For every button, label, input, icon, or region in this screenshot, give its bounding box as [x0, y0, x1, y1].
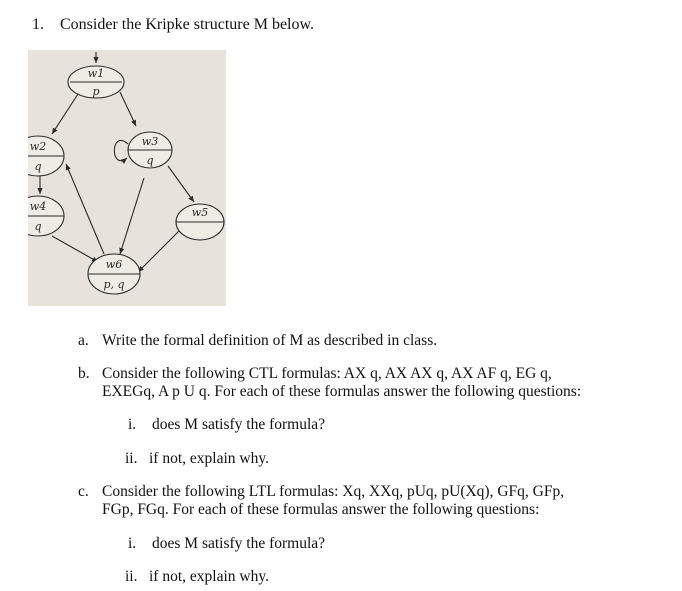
state-label-w2: q [34, 160, 42, 173]
part-c-sub-i [128, 534, 325, 553]
part-c-sub-i-text: does M satisfy the formula? [152, 535, 326, 552]
state-name-w5: w5 [191, 206, 209, 219]
question-number: 1. [32, 16, 44, 33]
part-c-sub-ii [125, 567, 269, 586]
part-b-sub-i-text: does M satisfy the formula? [152, 416, 326, 433]
state-label-w3: q [146, 154, 154, 167]
part-c-label: c. [78, 483, 89, 500]
state-name-w4: w4 [29, 200, 47, 213]
question-heading [32, 16, 314, 34]
part-b-sub-i [128, 415, 325, 434]
part-b-line-1: Consider the following CTL formulas: AX q, AX AX q, AX AF q, EG q, [102, 365, 552, 382]
state-name-w1: w1 [87, 67, 105, 80]
part-a [78, 331, 437, 350]
part-a-label: a. [78, 332, 89, 349]
kripke-structure-figure [28, 50, 226, 306]
part-c-line-1: Consider the following LTL formulas: Xq, XXq, pUq, pU(Xq), GFq, GFp, [102, 483, 565, 500]
state-label-w1: p [92, 85, 100, 98]
part-b-sub-ii-text: if not, explain why. [149, 450, 269, 467]
part-c [78, 482, 564, 501]
state-name-w2: w2 [29, 140, 47, 153]
part-c-sub-ii-label: ii. [125, 568, 138, 585]
state-label-w4: q [34, 220, 42, 233]
part-a-line-1: Write the formal definition of M as described in class. [102, 332, 438, 349]
part-c-sub-i-label: i. [128, 535, 137, 552]
part-b-sub-i-label: i. [128, 416, 137, 433]
part-b-sub-ii-label: ii. [125, 450, 138, 467]
state-label-w6: p, q [103, 278, 125, 291]
part-b-line-2: EXEGq, A p U q. For each of these formulas answer the following questions: [102, 383, 582, 400]
part-b [78, 364, 552, 383]
part-b-sub-ii [125, 449, 269, 468]
part-b-label: b. [78, 365, 90, 382]
part-c-sub-ii-text: if not, explain why. [149, 568, 269, 585]
part-c-line-2: FGp, FGq. For each of these formulas answer the following questions: [102, 501, 540, 518]
state-name-w3: w3 [141, 135, 159, 148]
state-name-w6: w6 [105, 258, 123, 271]
question-title: Consider the Kripke structure M below. [60, 16, 315, 33]
